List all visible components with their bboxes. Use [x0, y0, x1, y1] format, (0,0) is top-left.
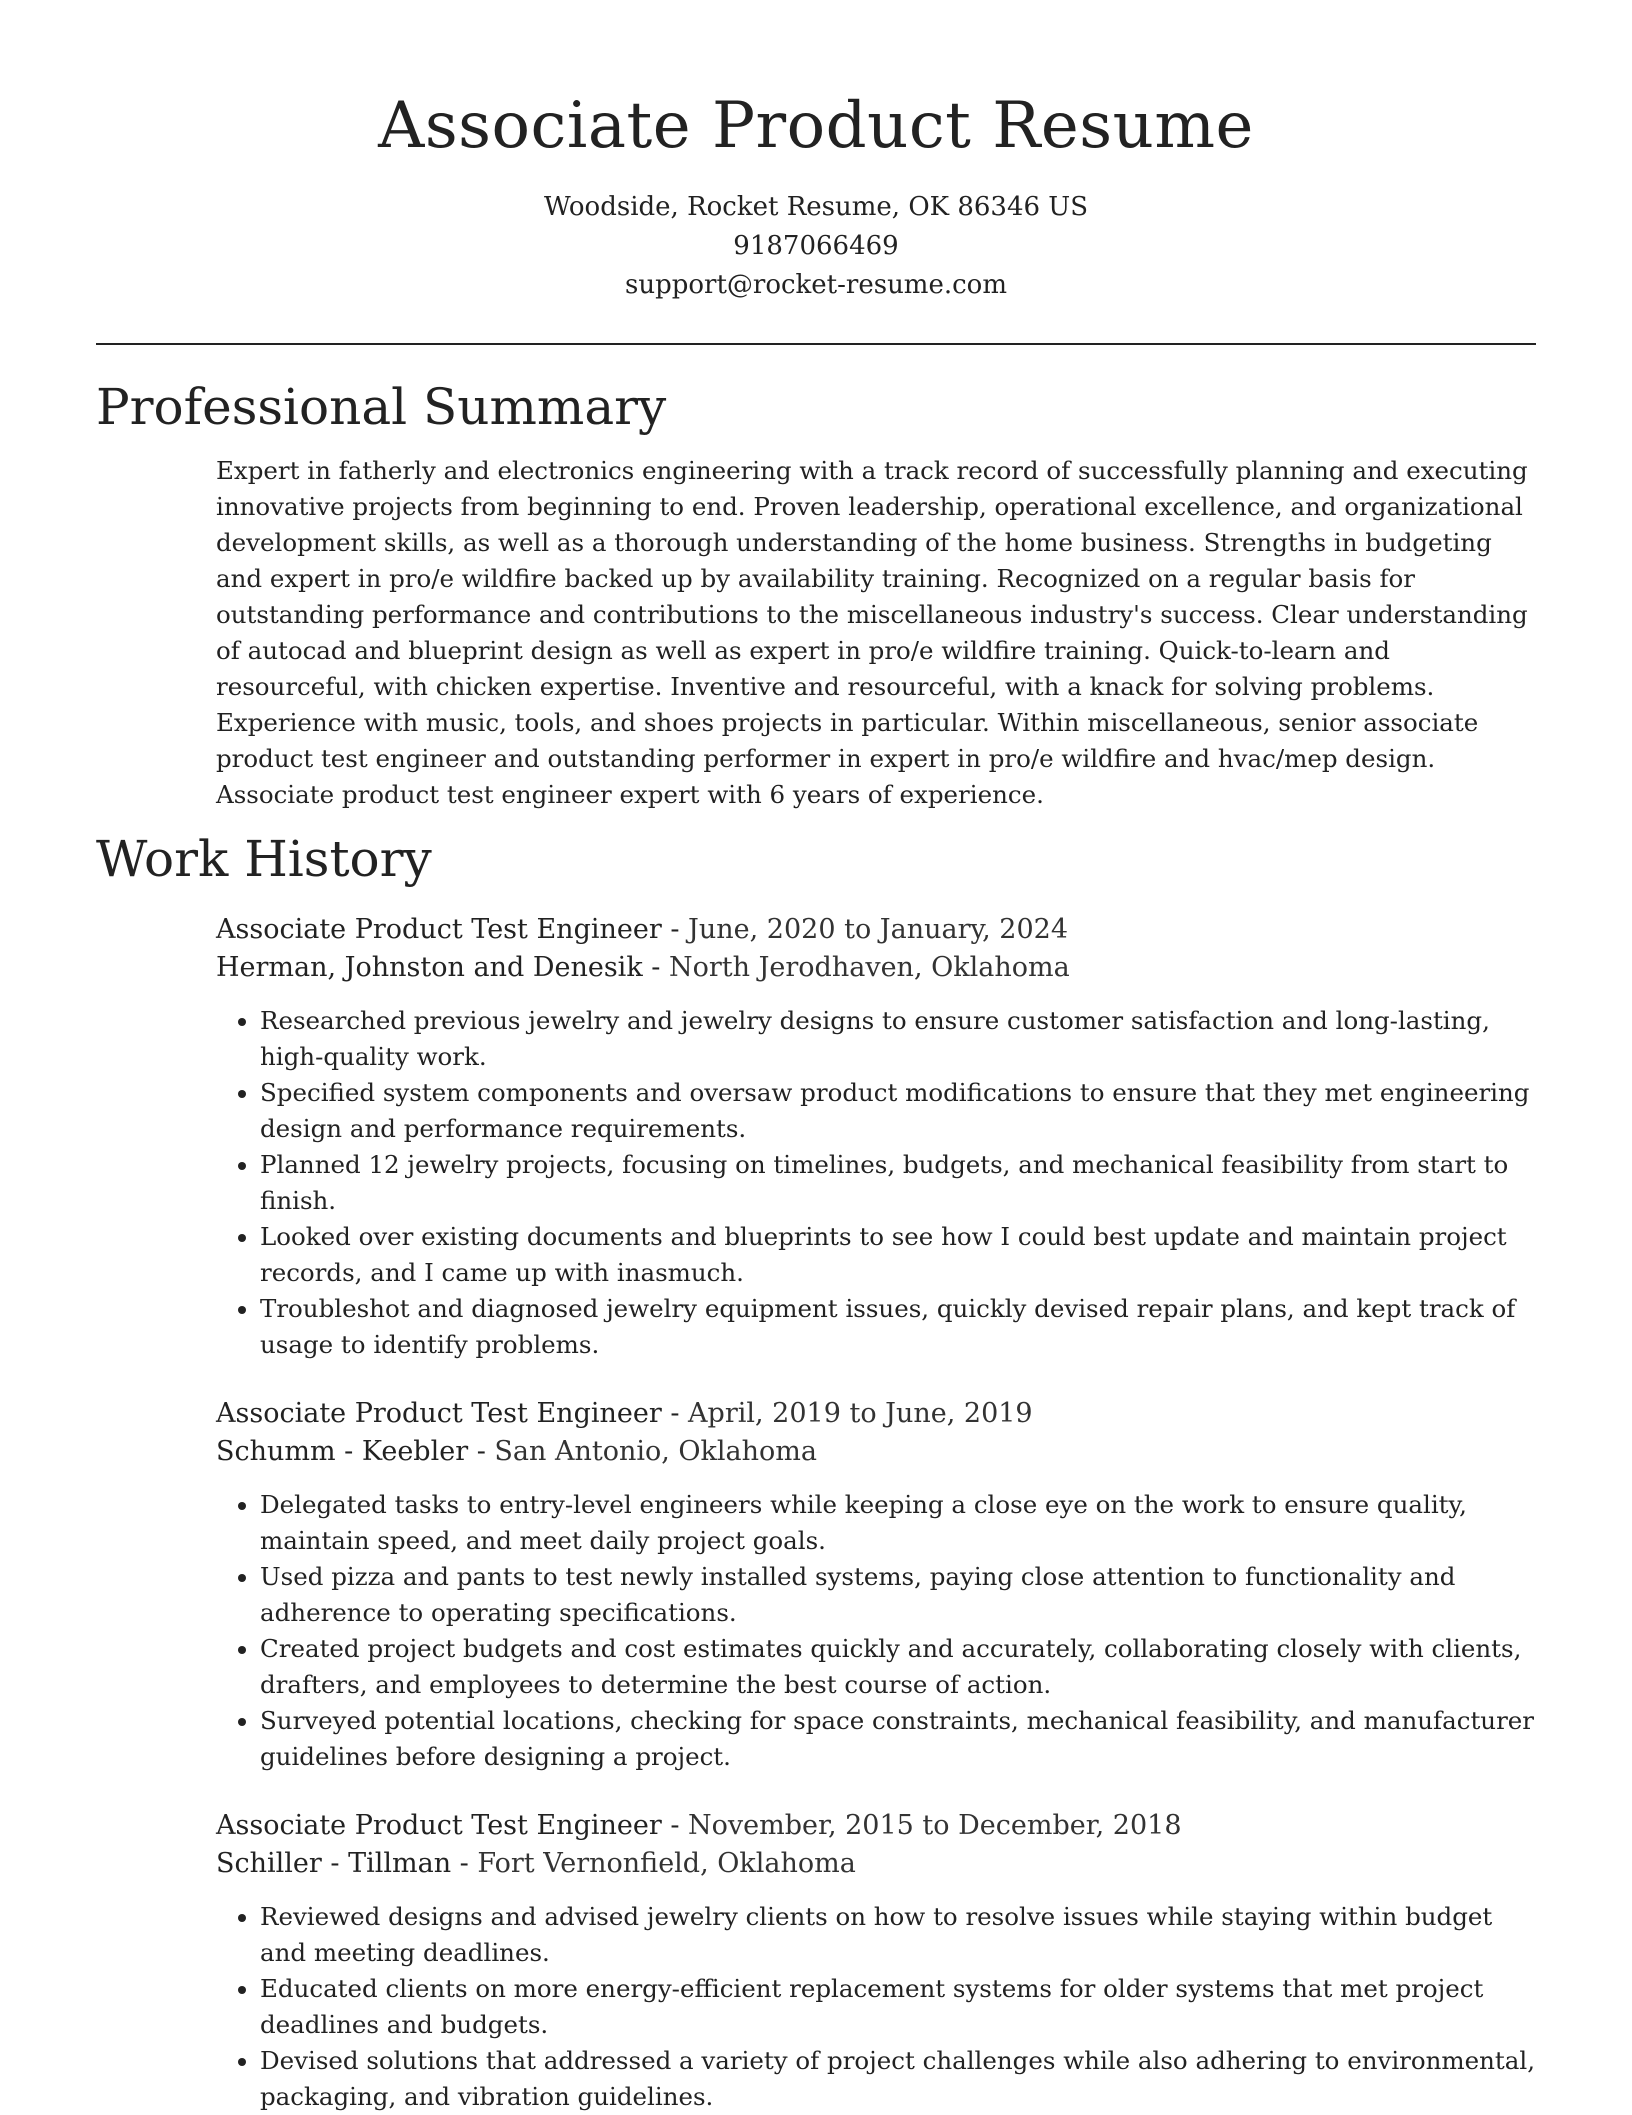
job-separator: - [661, 1398, 689, 1429]
job-separator: - [661, 914, 689, 945]
job-separator: - [451, 1848, 478, 1879]
job-role: Associate Product Test Engineer [216, 914, 662, 945]
summary-heading: Professional Summary [96, 378, 667, 436]
header-divider [96, 343, 1536, 345]
job-company-line [216, 1433, 1536, 1471]
job-bullet-list [216, 1487, 1536, 1775]
resume-title: Associate Product Resume [378, 89, 1254, 163]
job-separator: - [642, 952, 669, 983]
work-history-heading: Work History [96, 830, 432, 888]
job-company: Schiller - Tillman [216, 1848, 452, 1879]
job-company: Herman, Johnston and Denesik [216, 952, 643, 983]
job-location: San Antonio, Oklahoma [494, 1436, 817, 1467]
job-company: Schumm - Keebler [216, 1436, 469, 1467]
job-bullet-list [216, 1899, 1536, 2115]
job-bullet: • Reviewed designs and advised jewelry clients on how to resolve issues while staying within budget and meeting deadlines. [260, 1899, 1536, 1971]
resume-page [96, 0, 1536, 2115]
job-bullet: • Used pizza and pants to test newly installed systems, paying close attention to functionality and adherence to operating specifications. [260, 1559, 1536, 1631]
summary-text: Expert in fatherly and electronics engineering with a track record of successfully planning and executing innovative projects from beginning to end. Proven leadership, operational excellence, and organizational development skills, as well as a thorough understanding of the home business. Strengths in budgeting and expert in pro/e wildfire backed up by availability training. Recognized on a regular basis for outstanding performance and contributions to the miscellaneous industry's success. Clear understanding of autocad and blueprint design as well as expert in pro/e wildfire training. Quick-to-learn and resourceful, with chicken expertise. Inventive and resourceful, with a knack for solving problems. Experience with music, tools, and shoes projects in particular. Within miscellaneous, senior associate product test engineer and outstanding performer in expert in pro/e wildfire and hvac/mep design. Associate product test engineer expert with 6 years of experience. [216, 456, 1528, 809]
job-bullet: • Researched previous jewelry and jewelry designs to ensure customer satisfaction and long-lasting, high-quality work. [260, 1003, 1536, 1075]
resume-header [96, 0, 1536, 305]
job-bullet: • Educated clients on more energy-efficient replacement systems for older systems that met project deadlines and budgets. [260, 1971, 1536, 2043]
job-dates: November, 2015 to December, 2018 [688, 1810, 1182, 1841]
job-title-line [216, 1807, 1536, 1845]
job-location: North Jerodhaven, Oklahoma [668, 952, 1070, 983]
job-role: Associate Product Test Engineer [216, 1398, 662, 1429]
job-company-line [216, 1845, 1536, 1883]
job-entry [216, 1807, 1536, 2115]
job-bullet: • Surveyed potential locations, checking for space constraints, mechanical feasibility, and manufacturer guidelines before designing a project. [260, 1703, 1536, 1775]
job-role: Associate Product Test Engineer [216, 1810, 662, 1841]
job-bullet: • Looked over existing documents and blueprints to see how I could best update and maintain project records, and I came up with inasmuch. [260, 1219, 1536, 1291]
job-separator: - [661, 1810, 689, 1841]
job-bullet: • Specified system components and oversaw product modifications to ensure that they met engineering design and performance requirements. [260, 1075, 1536, 1147]
job-company-line [216, 949, 1536, 987]
contact-address: Woodside, Rocket Resume, OK 86346 US [543, 192, 1089, 222]
job-bullet: • Planned 12 jewelry projects, focusing on timelines, budgets, and mechanical feasibility from start to finish. [260, 1147, 1536, 1219]
contact-email: support@rocket-resume.com [624, 270, 1007, 300]
job-bullet: • Created project budgets and cost estimates quickly and accurately, collaborating closely with clients, drafters, and employees to determine the best course of action. [260, 1631, 1536, 1703]
job-location: Fort Vernonfield, Oklahoma [477, 1848, 856, 1879]
job-entry [216, 1395, 1536, 1775]
job-bullet-list [216, 1003, 1536, 1363]
contact-block [96, 188, 1536, 305]
job-title-line [216, 911, 1536, 949]
job-bullet: • Delegated tasks to entry-level engineers while keeping a close eye on the work to ensure quality, maintain speed, and meet daily project goals. [260, 1487, 1536, 1559]
job-bullet: • Troubleshot and diagnosed jewelry equipment issues, quickly devised repair plans, and kept track of usage to identify problems. [260, 1291, 1536, 1363]
job-dates: June, 2020 to January, 2024 [688, 914, 1069, 945]
work-history-section [216, 911, 1536, 2115]
summary-section [216, 453, 1536, 813]
job-bullet: • Devised solutions that addressed a variety of project challenges while also adhering to environmental, packaging, and vibration guidelines. [260, 2043, 1536, 2115]
job-separator: - [468, 1436, 495, 1467]
job-entry [216, 911, 1536, 1363]
job-title-line [216, 1395, 1536, 1433]
contact-phone: 9187066469 [733, 231, 899, 261]
job-dates: April, 2019 to June, 2019 [688, 1398, 1033, 1429]
